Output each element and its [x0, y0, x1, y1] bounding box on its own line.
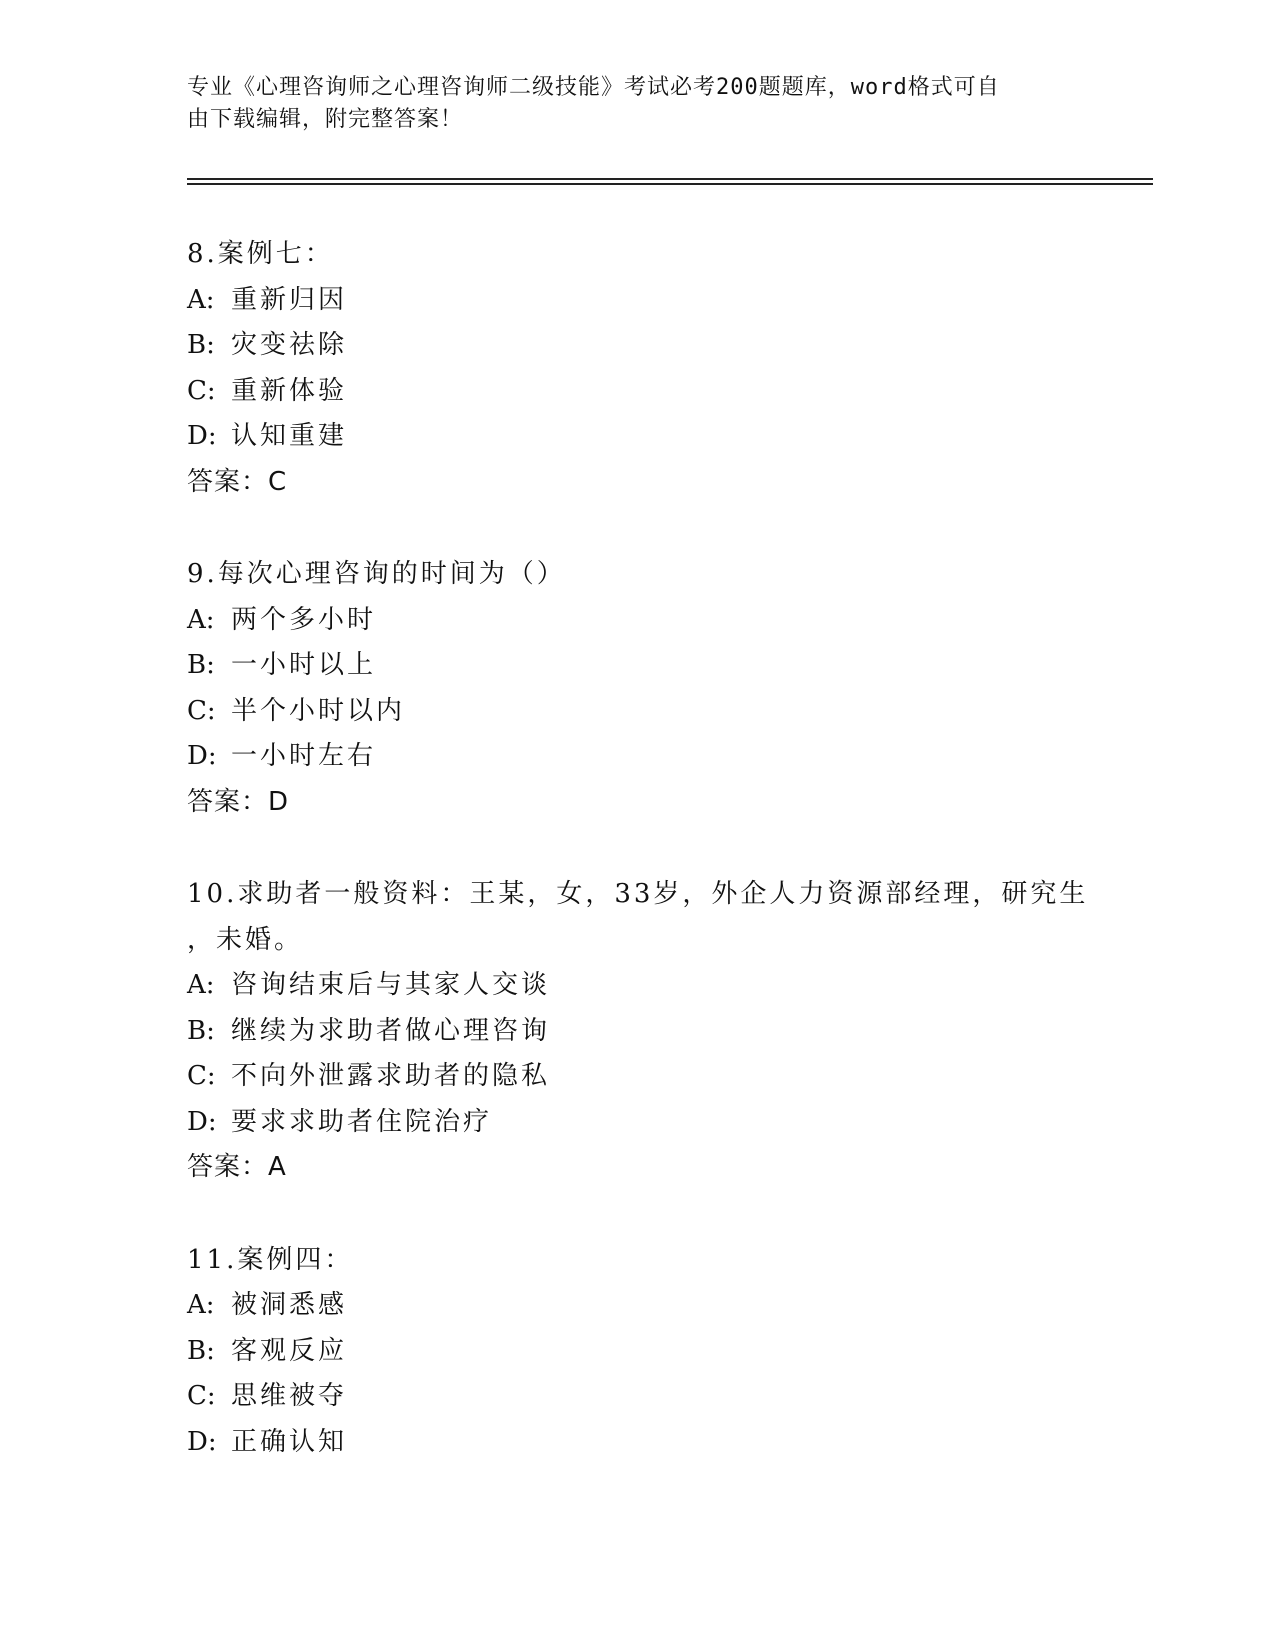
- option-text: 被洞悉感: [231, 1290, 348, 1320]
- option-d: [187, 1100, 1087, 1146]
- option-d: [187, 1420, 1087, 1466]
- header-line-1: 专业《心理咨询师之心理咨询师二级技能》考试必考200题题库，word格式可自: [187, 75, 1000, 100]
- option-letter: A:: [187, 604, 215, 635]
- question-10: [187, 872, 1087, 1191]
- header-divider-bottom: [187, 183, 1153, 185]
- option-d: [187, 734, 1087, 780]
- question-11: [187, 1238, 1087, 1466]
- option-c: [187, 1374, 1087, 1420]
- option-text: 重新体验: [231, 375, 348, 406]
- option-a: [187, 598, 1087, 644]
- question-stem-line: 10.求助者一般资料：王某，女，33岁，外企人力资源部经理，研究生: [187, 879, 1089, 909]
- option-d: [187, 414, 1087, 460]
- option-text: 不向外泄露求助者的隐私: [231, 1061, 551, 1091]
- option-letter: B:: [187, 650, 215, 680]
- option-text: 一小时左右: [231, 741, 377, 771]
- option-b: [187, 1009, 1087, 1055]
- option-text: 一小时以上: [231, 650, 377, 680]
- option-text: 认知重建: [231, 421, 348, 451]
- option-letter: C:: [187, 1381, 216, 1411]
- option-c: [187, 689, 1087, 735]
- document-header: [187, 72, 1067, 136]
- option-letter: B:: [187, 330, 215, 360]
- option-letter: B:: [187, 1015, 215, 1046]
- question-stem-line: 9.每次心理咨询的时间为（）: [187, 559, 566, 589]
- question-stem-line: ，未婚。: [187, 924, 304, 955]
- option-letter: D:: [187, 1106, 217, 1137]
- question-stem: [187, 232, 1087, 278]
- option-text: 咨询结束后与其家人交谈: [231, 970, 551, 1000]
- option-a: [187, 963, 1087, 1009]
- question-list: [187, 232, 1087, 1512]
- question-stem: [187, 1238, 1087, 1284]
- option-letter: D:: [187, 421, 217, 451]
- option-letter: A:: [187, 970, 215, 1000]
- question-9: [187, 552, 1087, 825]
- header-divider-top: [187, 178, 1153, 180]
- option-letter: B:: [187, 1335, 215, 1366]
- option-text: 两个多小时: [231, 604, 377, 635]
- answer-line: 答案：D: [187, 786, 290, 817]
- header-line-2: 由下载编辑，附完整答案！: [187, 107, 464, 132]
- option-text: 思维被夺: [231, 1381, 348, 1411]
- option-letter: C:: [187, 375, 216, 406]
- question-8: [187, 232, 1087, 505]
- question-stem: [187, 872, 1087, 963]
- option-text: 继续为求助者做心理咨询: [231, 1015, 551, 1046]
- option-text: 灾变祛除: [231, 330, 348, 360]
- option-a: [187, 278, 1087, 324]
- option-b: [187, 1329, 1087, 1375]
- option-text: 重新归因: [231, 284, 348, 315]
- option-text: 正确认知: [231, 1426, 348, 1457]
- option-text: 客观反应: [231, 1335, 348, 1366]
- answer-line: 答案：C: [187, 466, 288, 497]
- option-a: [187, 1283, 1087, 1329]
- option-letter: A:: [187, 1290, 215, 1320]
- option-letter: D:: [187, 741, 217, 771]
- option-letter: C:: [187, 1061, 216, 1091]
- option-b: [187, 323, 1087, 369]
- option-letter: A:: [187, 284, 215, 315]
- option-c: [187, 369, 1087, 415]
- option-text: 要求求助者住院治疗: [231, 1106, 493, 1137]
- option-letter: D:: [187, 1426, 217, 1457]
- question-stem-line: 8.案例七：: [187, 239, 334, 269]
- option-c: [187, 1054, 1087, 1100]
- question-stem: [187, 552, 1087, 598]
- option-letter: C:: [187, 695, 216, 726]
- option-text: 半个小时以内: [231, 695, 406, 726]
- option-b: [187, 643, 1087, 689]
- question-stem-line: 11.案例四：: [187, 1244, 354, 1275]
- answer-line: 答案：A: [187, 1152, 287, 1182]
